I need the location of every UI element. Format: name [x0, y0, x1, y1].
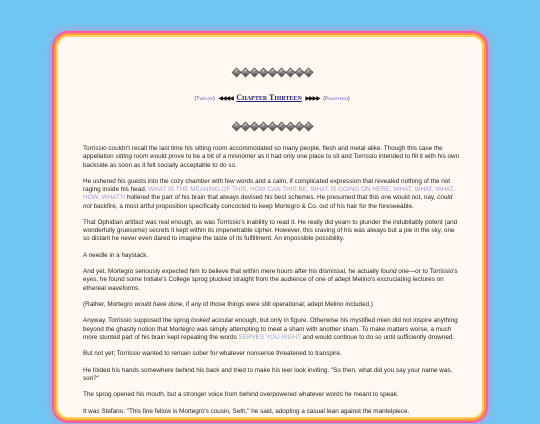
paragraph: (Rather, Mortegro would have done, if any of those things were still operational; adept Melino included.): [83, 300, 373, 308]
diamond-ornament-icon: [304, 122, 313, 129]
bottom-ornament-divider: [83, 120, 461, 130]
paragraph: Torrissio couldn't recall the last time his sitting room accommodated so many people, flesh and metal alike. Though this case the appellation sitting room would prove to be a bit of a misnomer as it had only one place to sit and Torrissio intended to fill it with his own backside as soon as it felt socially acceptable to do so.: [83, 145, 460, 169]
thought-text: WHAT IS THE MEANING OF THIS, HOW CAN THIS BE, WHAT IS GOING ON HERE, WHAT, WHAT, WHAT, HOW, WHAT?!: [83, 186, 455, 202]
paragraph: That Ophidian artifact was real enough, as was Torrissio's inability to read it. He really did yearn to plunder the indubitably potent (and wonderfully gruesome) secrets it kept within its impenetrable cipher. However, this craving of his was always but a pie in the sky, one so distant he never even dared to imagine the taste of its fulfillment. An impossible possibility.: [83, 219, 458, 243]
paragraph: It was Stefano. "This fine fellow is Mortegro's cousin, Seth," he said, adopting a casual lean against the mantelpiece.: [83, 407, 410, 415]
diamond-ornament-icon: [259, 68, 268, 75]
paragraph: The sprog opened his mouth, but a stronger voice from behind overpowered whatever words he meant to speak.: [83, 391, 399, 399]
diamond-ornament-icon: [250, 68, 259, 75]
diamond-ornament-icon: [286, 122, 295, 129]
diamond-ornament-icon: [232, 122, 241, 129]
diamond-ornament-icon: [241, 122, 250, 129]
diamond-ornament-icon: [232, 68, 241, 75]
diamond-ornament-icon: [304, 68, 313, 75]
chapter-title: Chapter Thirteen: [236, 93, 302, 102]
diamond-ornament-icon: [277, 68, 286, 75]
top-ornament-divider: [83, 66, 461, 76]
paragraph: He ushered his guests into the cozy chamber with few words and a calm, if complicated expression that revealed nothing of the riot raging inside his head. WHAT IS THE MEANING OF THIS, HOW CAN THIS BE, WHAT IS GOING ON HERE, WHAT, WHAT, WHAT, HOW, WHAT?! hollered the part of his brain that always devised his best schemes. He presumed that this one would not, nay, could not backfire, a most artful proposition specifically concocted to keep Mortegro & Co. out of his hair for the foreseeable.: [83, 178, 455, 210]
left-arrows-icon: ◀◀◀◀: [218, 96, 233, 102]
diamond-ornament-icon: [286, 68, 295, 75]
next-chapter-link[interactable]: Fourteen: [325, 96, 348, 102]
diamond-ornament-icon: [241, 68, 250, 75]
right-arrows-icon: ▶▶▶▶: [305, 96, 320, 102]
story-content: [83, 37, 461, 424]
diamond-ornament-icon: [268, 122, 277, 129]
paragraph: But not yet; Torrissio wanted to remain sober for whatever nonsense threatened to transpire.: [83, 350, 342, 358]
diamond-ornament-icon: [277, 122, 286, 129]
paragraph: And yet, Mortegro seriously expected him to believe that within mere hours after his dismissal, he actually found one—or to Torrissio's eyes, he found some Initiate's College sprog plucked straight from the audience of one of adept Melino's excruciating lectures on ethereal waveforms.: [83, 268, 458, 292]
paragraph: He folded his hands somewhere behind his back and tried to make his leer look inviting. "So then, what did you say your name was, son?": [83, 366, 453, 382]
diamond-ornament-icon: [250, 122, 259, 129]
paragraph: Anyway. Torrissio supposed the sprog looked acicular enough, but only in figure. Otherwise his mystified mien did not inspire anything beyond the ghastly notion that Mortegro was simply attempting to meet a sham with another sham. To make matters worse, a much more stunted part of his brain kept repeating the words SERVES YOU RIGHT and would continue to do so until sufficiently drowned.: [83, 317, 458, 341]
chapter-navigation: (Twelve) ◀◀◀◀ Chapter Thirteen ▶▶▶▶ (Fourteen): [194, 93, 350, 102]
prev-chapter-link[interactable]: Twelve: [196, 96, 214, 102]
diamond-ornament-icon: [259, 122, 268, 129]
diamond-ornament-icon: [295, 68, 304, 75]
thought-text: SERVES YOU RIGHT: [238, 333, 301, 341]
diamond-ornament-icon: [295, 122, 304, 129]
paragraph: A needle in a haystack.: [83, 251, 149, 259]
story-page: [58, 37, 482, 417]
diamond-ornament-icon: [268, 68, 277, 75]
